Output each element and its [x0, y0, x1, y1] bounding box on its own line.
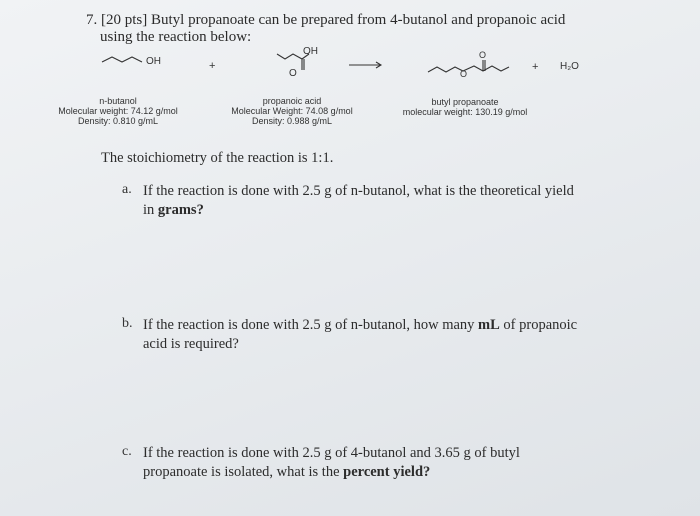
part-b-question — [143, 316, 577, 354]
reactant1-mw: Molecular weight: 74.12 g/mol — [58, 106, 178, 116]
part-c-line2: propanoate is isolated, what is the percent yield? — [143, 464, 431, 480]
reactant1-info — [58, 96, 178, 126]
butyl-propanoate-structure — [428, 66, 509, 72]
o-label-acid: O — [289, 68, 297, 79]
part-c-line1: If the reaction is done with 2.5 g of 4-butanol and 3.65 g of butyl — [143, 445, 520, 461]
part-c-emphasis: percent yield? — [343, 464, 431, 480]
o-label-ester-carbonyl: O — [479, 50, 487, 60]
part-b-line1: If the reaction is done with 2.5 g of n-butanol, how many mL of propanoic — [143, 317, 578, 333]
plus-sign-1: + — [209, 60, 216, 72]
n-butanol-structure — [102, 57, 142, 62]
product-mw: molecular weight: 130.19 g/mol — [402, 107, 528, 117]
reactant2-mw: Molecular Weight: 74.08 g/mol — [231, 106, 353, 116]
stoichiometry-statement: The stoichiometry of the reaction is 1:1. — [101, 150, 334, 166]
reactant1-density: Density: 0.810 g/mL — [77, 116, 159, 126]
reactant1-name: n-butanol — [99, 96, 137, 106]
part-c-letter: c. — [122, 444, 132, 459]
oh-label-acid: OH — [303, 46, 318, 57]
reactant2-density: Density: 0.988 g/mL — [251, 116, 333, 126]
part-a-line2: in grams? — [143, 202, 204, 218]
question-header — [86, 12, 565, 29]
product-name: butyl propanoate — [431, 97, 499, 107]
part-c-question — [143, 444, 520, 482]
part-b-letter: b. — [122, 316, 133, 331]
question-intro-line1: Butyl propanoate can be prepared from 4-butanol and propanoic acid — [151, 12, 566, 28]
o-label-ester-oxygen: O — [460, 69, 468, 79]
reactant2-name: propanoic acid — [262, 96, 322, 106]
question-intro-line2: using the reaction below: — [100, 29, 252, 45]
question-points: [20 pts] — [101, 12, 148, 28]
part-a-line1: If the reaction is done with 2.5 g of n-butanol, what is the theoretical yield — [143, 183, 574, 199]
part-b-emphasis: mL — [478, 317, 500, 333]
plus-sign-2: + — [532, 61, 539, 73]
part-a-emphasis: grams? — [157, 202, 204, 218]
water-formula: H₂O — [560, 61, 579, 72]
part-a-letter: a. — [122, 182, 132, 197]
product-info — [390, 97, 540, 117]
question-number: 7. — [86, 12, 98, 28]
reactant2-info — [222, 96, 362, 126]
part-a-question — [143, 182, 574, 220]
oh-label-butanol: OH — [146, 56, 161, 67]
part-b-line2: acid is required? — [143, 336, 239, 352]
